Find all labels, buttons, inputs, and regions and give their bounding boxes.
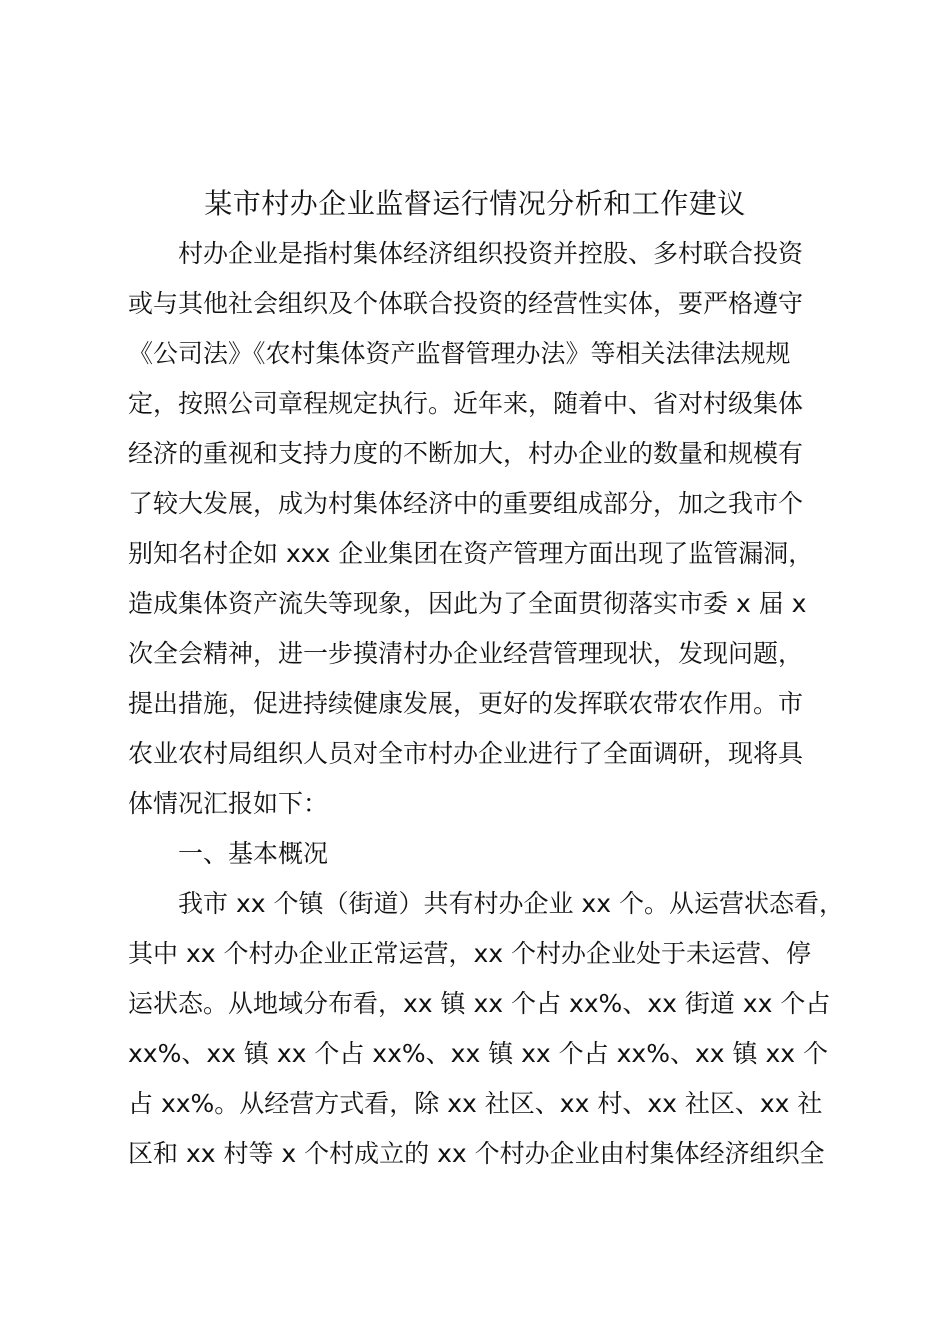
paragraph-line: 运状态。从地域分布看，xx 镇 xx 个占 xx%、xx 街道 xx 个占 (128, 989, 831, 1018)
paragraph-line: 区和 xx 村等 x 个村成立的 xx 个村办企业由村集体经济组织全 (128, 1139, 825, 1168)
paragraph-line: 其中 xx 个村办企业正常运营，xx 个村办企业处于未运营、停 (128, 939, 812, 968)
document-title: 某市村办企业监督运行情况分析和工作建议 (204, 187, 746, 220)
paragraph-line: 村办企业是指村集体经济组织投资并控股、多村联合投资 (178, 239, 804, 268)
paragraph-line: 经济的重视和支持力度的不断加大，村办企业的数量和规模有 (128, 439, 804, 468)
paragraph-line: xx%、xx 镇 xx 个占 xx%、xx 镇 xx 个占 xx%、xx 镇 xx 个 (128, 1039, 828, 1068)
paragraph-line: 占 xx%。从经营方式看，除 xx 社区、xx 村、xx 社区、xx 社 (128, 1089, 823, 1118)
paragraph-line: 《公司法》《农村集体资产监督管理办法》等相关法律法规规 (128, 339, 791, 368)
paragraph-line: 造成集体资产流失等现象，因此为了全面贯彻落实市委 x 届 x (128, 589, 807, 618)
paragraph-line: 我市 xx 个镇（街道）共有村办企业 xx 个。从运营状态看， (178, 889, 844, 918)
section-heading: 一、基本概况 (178, 839, 329, 868)
paragraph-line: 农业农村局组织人员对全市村办企业进行了全面调研，现将具 (128, 739, 804, 768)
paragraph-line: 体情况汇报如下： (128, 789, 329, 818)
paragraph-line: 了较大发展，成为村集体经济中的重要组成部分，加之我市个 (128, 489, 804, 518)
paragraph-line: 别知名村企如 xxx 企业集团在资产管理方面出现了监管漏洞， (128, 539, 814, 568)
paragraph-line: 或与其他社会组织及个体联合投资的经营性实体，要严格遵守 (128, 289, 804, 318)
paragraph-line: 次全会精神，进一步摸清村办企业经营管理现状，发现问题， (128, 639, 804, 668)
paragraph-line: 提出措施，促进持续健康发展，更好的发挥联农带农作用。市 (128, 689, 804, 718)
paragraph-line: 定，按照公司章程规定执行。近年来，随着中、省对村级集体 (128, 389, 804, 418)
